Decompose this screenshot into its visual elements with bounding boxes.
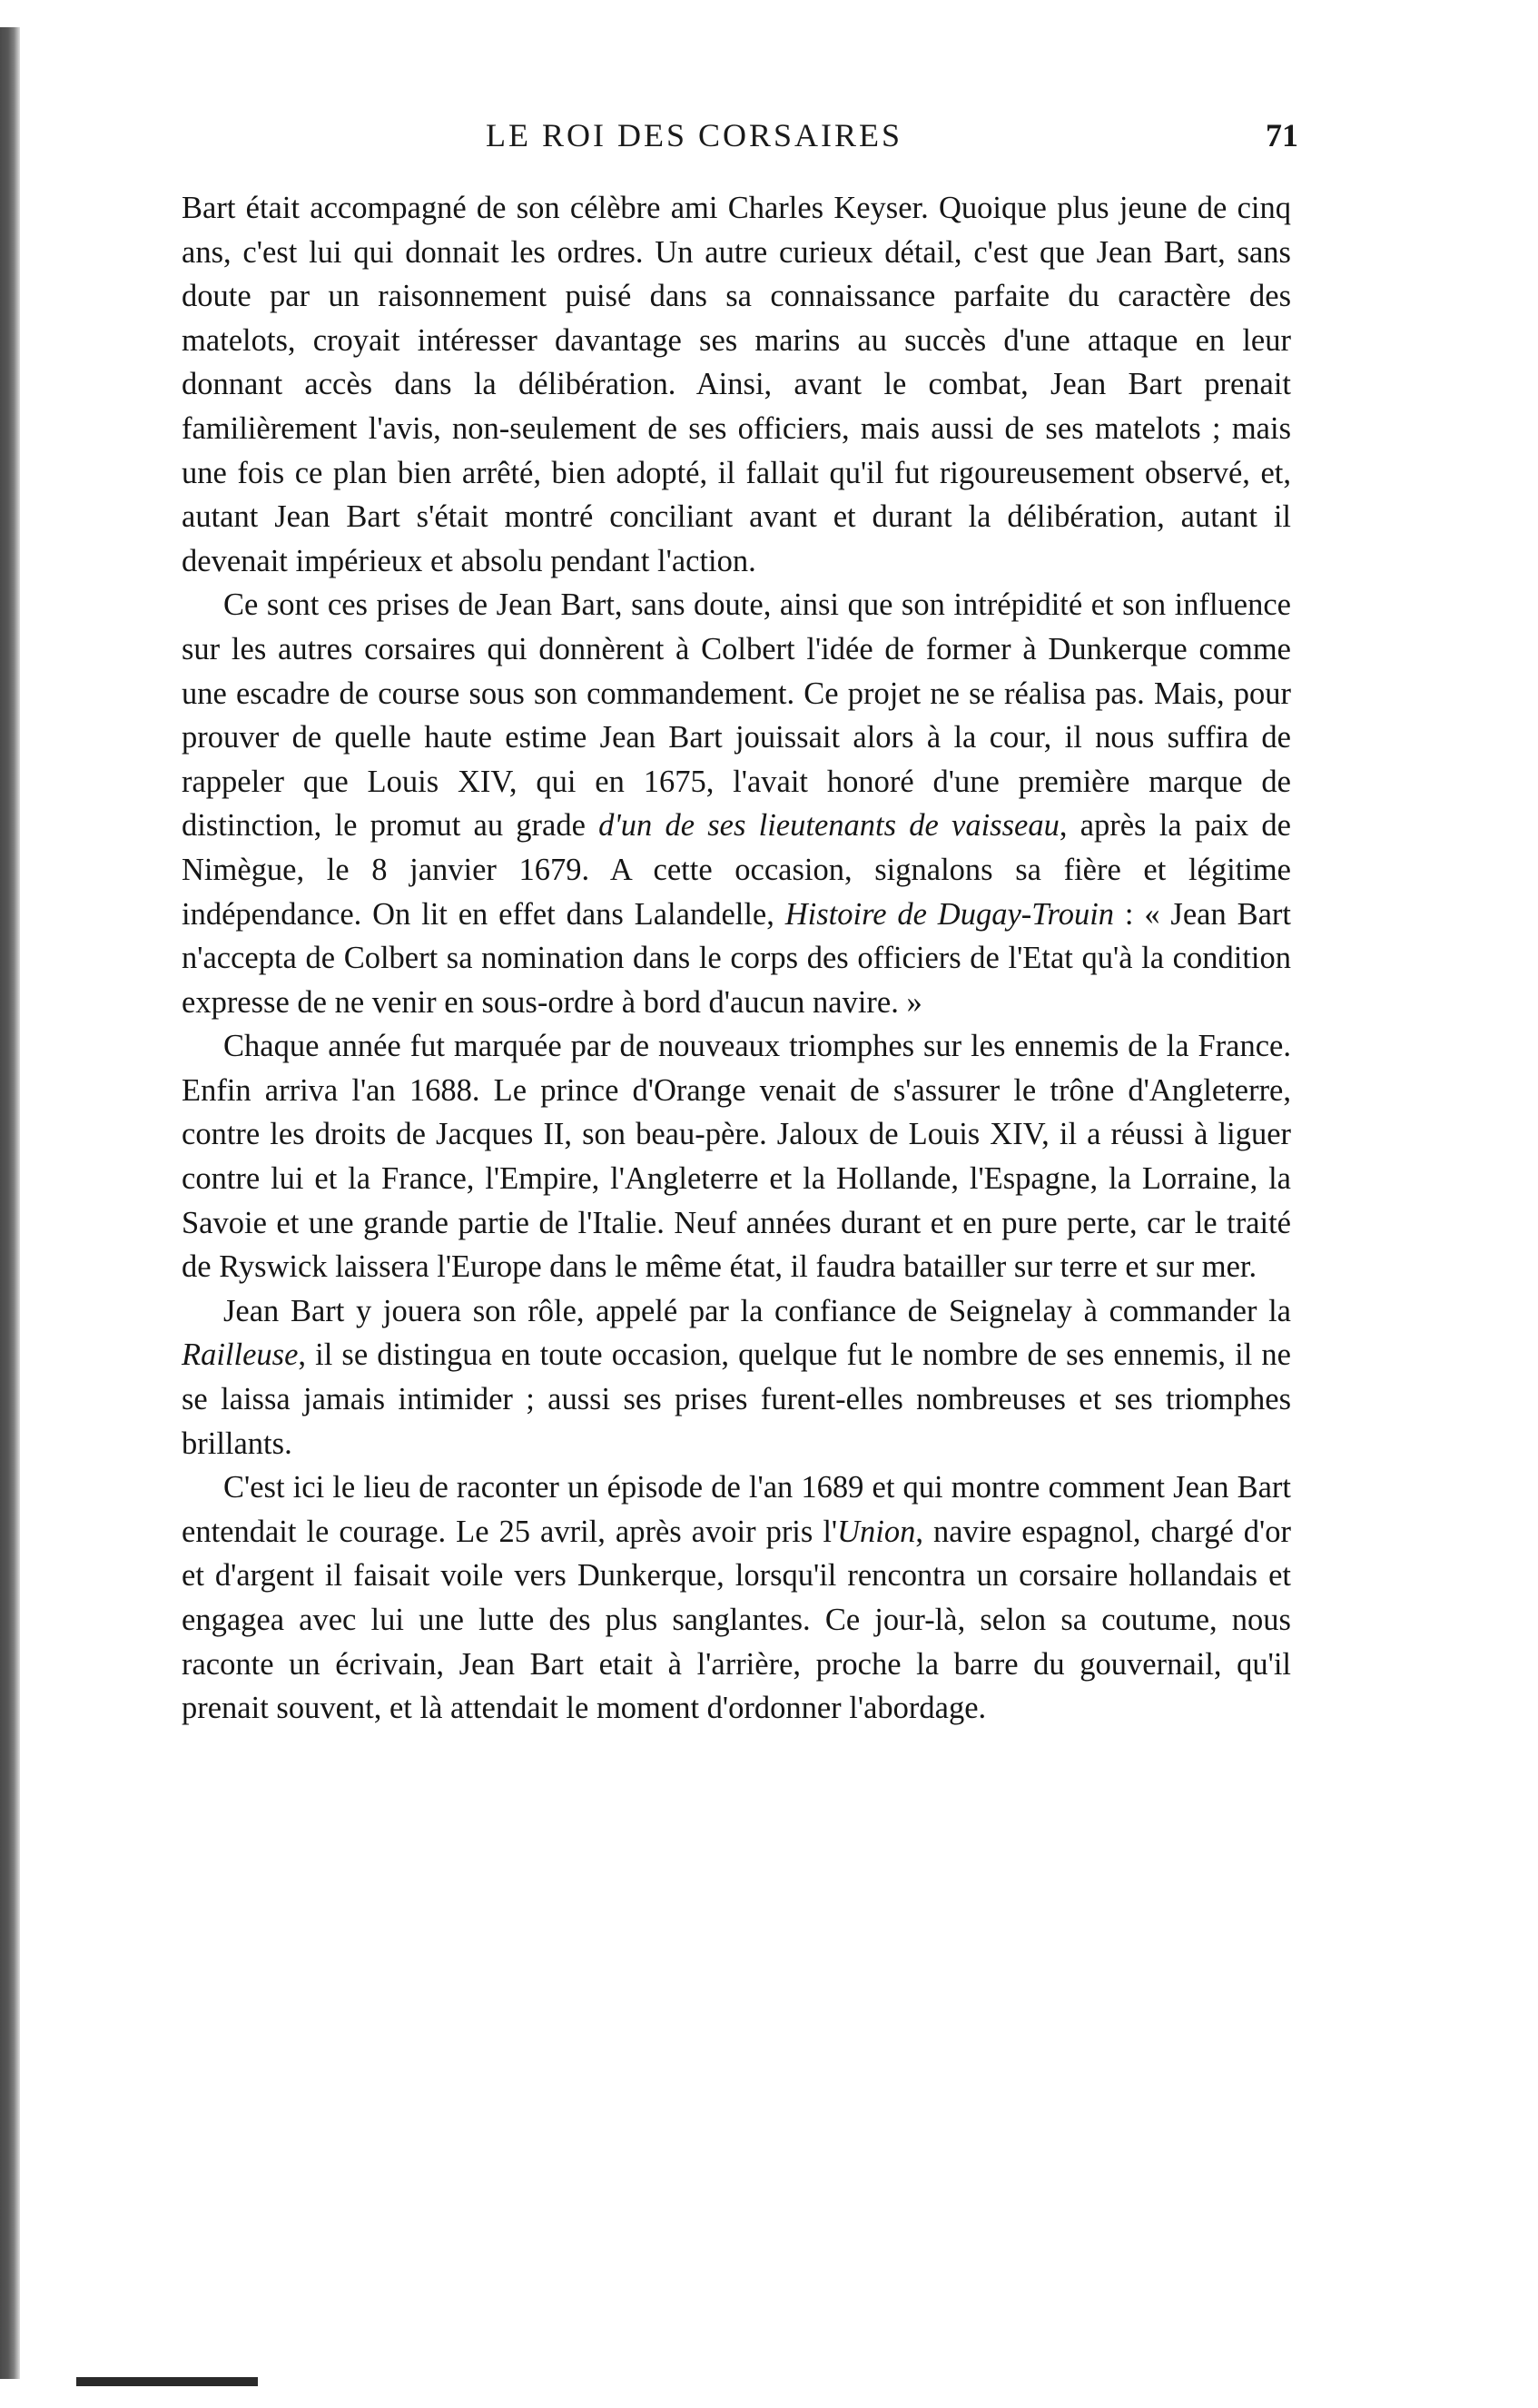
- text-run: , après la paix de Nimègue, le 8 janvier 1679. A cette occasion, signalons sa fière et légitime indépendance. On lit en effet dans Lalandelle,: [182, 808, 1291, 932]
- paragraph: [182, 1024, 1291, 1289]
- paragraph: [182, 1466, 1291, 1731]
- italic-run: Railleuse: [182, 1337, 299, 1373]
- text-run: : « Jean Bart n'accepta de Colbert sa nomination dans le corps des officiers de l'Etat qu'à la condition expresse de ne venir en sous-ordre à bord d'aucun navire. »: [182, 896, 1291, 1020]
- text-run: Bart était accompagné de son célèbre ami Charles Keyser. Quoique plus jeune de cinq ans, c'est lui qui donnait les ordres. Un autre curieux détail, c'est que Jean Bart, sans doute par un raisonnement puisé dans sa connaissance parfaite du caractère des matelots, croyait intéresser davantage ses marins au succès d'une attaque en leur donnant accès dans la délibération. Ainsi, avant le combat, Jean Bart prenait familièrement l'avis, non-seulement de ses officiers, mais aussi de ses matelots ; mais une fois ce plan bien arrêté, bien adopté, il fallait qu'il fut rigoureusement observé, et, autant Jean Bart s'était montré conciliant avant et durant la délibération, autant il devenait impérieux et absolu pendant l'action.: [182, 191, 1291, 578]
- text-run: Jean Bart y jouera son rôle, appelé par la confiance de Seignelay à commander la: [223, 1293, 1291, 1328]
- page-header: [182, 116, 1298, 171]
- paragraph: [182, 1289, 1291, 1466]
- running-title: LE ROI DES CORSAIRES: [486, 117, 903, 153]
- italic-run: Histoire de Dugay-Trouin: [784, 896, 1115, 932]
- text-run: , il se distingua en toute occasion, quelque fut le nombre de ses ennemis, il ne se laissa jamais intimider ; aussi ses prises furent-elles nombreuses et ses triomphes brillants.: [182, 1337, 1291, 1461]
- text-run: Ce sont ces prises de Jean Bart, sans doute, ainsi que son intrépidité et son influence sur les autres corsaires qui donnèrent à Colbert l'idée de former à Dunkerque comme une escadre de course sous son commandement. Ce projet ne se réalisa pas. Mais, pour prouver de quelle haute estime Jean Bart jouissait alors à la cour, il nous suffira de rappeler que Louis XIV, qui en 1675, l'avait honoré d'une première marque de distinction, le promut au grade: [182, 587, 1291, 844]
- paragraph: [182, 186, 1291, 583]
- text-run: Chaque année fut marquée par de nouveaux triomphes sur les ennemis de la France. Enfin arriva l'an 1688. Le prince d'Orange venait de s'assurer le trône d'Angleterre, contre les droits de Jacques II, son beau-père. Jaloux de Louis XIV, il a réussi à liguer contre lui et la France, l'Empire, l'Angleterre et la Hollande, l'Espagne, la Lorraine, la Savoie et une grande partie de l'Italie. Neuf années durant et en pure perte, car le traité de Ryswick laissera l'Europe dans le même état, il faudra batailler sur terre et sur mer.: [182, 1029, 1291, 1285]
- paragraph: [182, 583, 1291, 1024]
- text-run: C'est ici le lieu de raconter un épisode de l'an 1689 et qui montre comment Jean Bart entendait le courage. Le 25 avril, après avoir pris l': [182, 1470, 1291, 1549]
- body-text: [182, 186, 1291, 1731]
- text-run: , navire espagnol, chargé d'or et d'argent il faisait voile vers Dunkerque, lorsqu'il rencontra un corsaire hollandais et engagea avec lui une lutte des plus sanglantes. Ce jour-là, selon sa coutume, nous raconte un écrivain, Jean Bart etait à l'arrière, proche la barre du gouvernail, qu'il prenait souvent, et là attendait le moment d'ordonner l'abordage.: [182, 1514, 1291, 1726]
- binding-edge: [0, 27, 20, 2379]
- bottom-rule: [76, 2377, 258, 2386]
- italic-run: d'un de ses lieutenants de vaisseau: [598, 808, 1060, 844]
- italic-run: Union: [837, 1514, 916, 1549]
- page-number: 71: [1266, 117, 1298, 153]
